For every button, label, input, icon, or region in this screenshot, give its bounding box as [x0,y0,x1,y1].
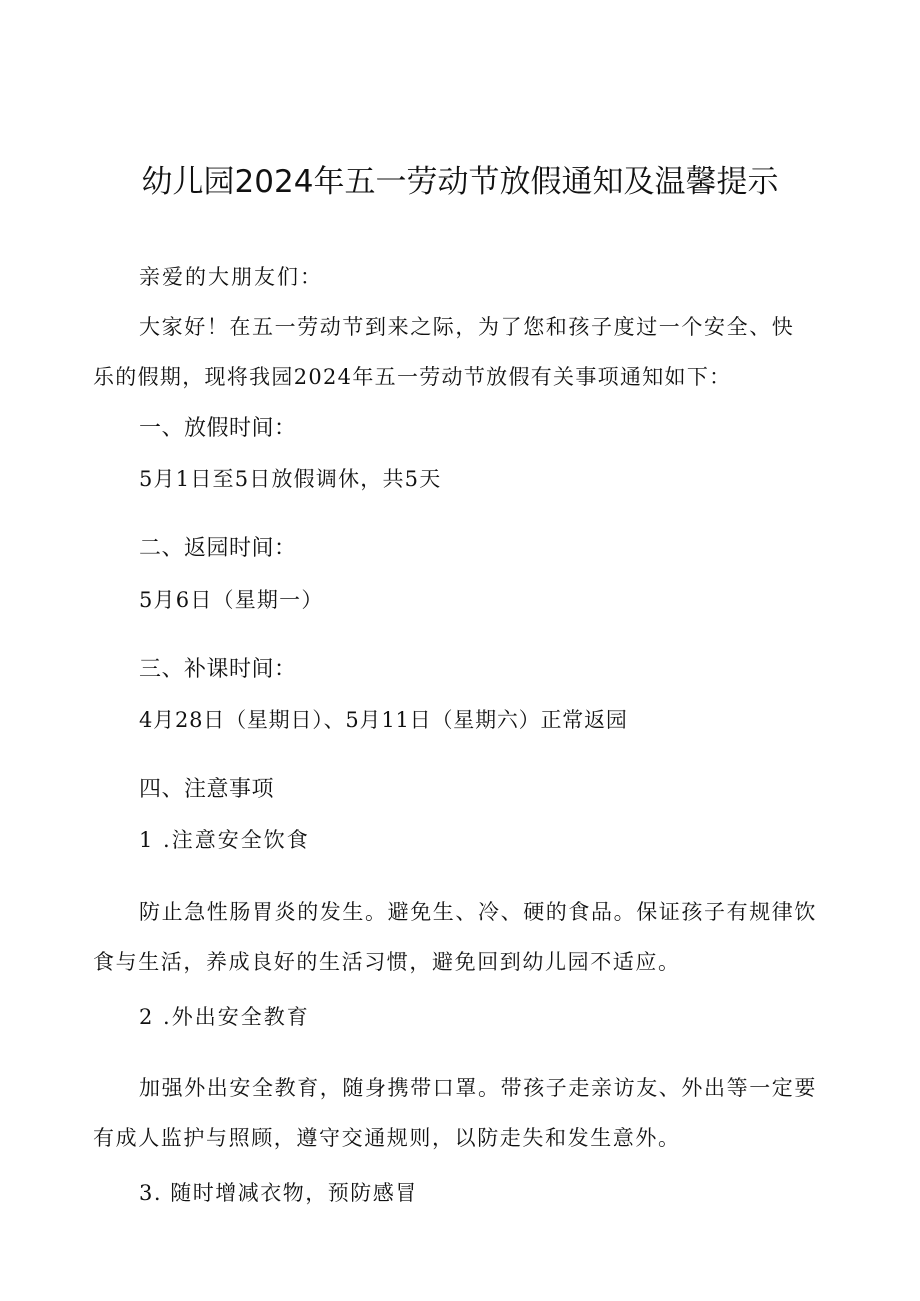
note-item-1-title: 1 .注意安全饮食 [139,828,310,852]
intro-line-1: 大家好！在五一劳动节到来之际，为了您和孩子度过一个安全、快 [139,315,795,339]
document-title: 幼儿园2024年五一劳动节放假通知及温馨提示 [141,164,779,200]
note-item-2-line-1: 加强外出安全教育，随身携带口罩。带孩子走亲访友、外出等一定要 [139,1076,817,1100]
section-heading-holiday: 一、放假时间： [139,416,297,441]
section-heading-makeup: 三、补课时间： [139,657,297,682]
intro-line-2: 乐的假期，现将我园2024年五一劳动节放假有关事项通知如下： [93,365,732,389]
note-item-2-line-2: 有成人监护与照顾，遵守交通规则，以防走失和发生意外。 [93,1126,681,1150]
return-time-text: 5月6日（星期一） [139,588,324,612]
makeup-time-text: 4月28日（星期日）、5月11日（星期六）正常返园 [139,708,628,732]
note-item-3-title: 3. 随时增减衣物，预防感冒 [139,1181,418,1205]
note-item-2-title: 2 .外出安全教育 [139,1005,310,1029]
section-heading-return: 二、返园时间： [139,536,297,561]
note-item-1-line-1: 防止急性肠胃炎的发生。避免生、冷、硬的食品。保证孩子有规律饮 [139,900,817,924]
salutation: 亲爱的大朋友们： [139,265,323,289]
section-heading-notes: 四、注意事项 [139,777,275,802]
holiday-time-text: 5月1日至5日放假调休，共5天 [139,467,442,491]
note-item-1-line-2: 食与生活，养成良好的生活习惯，避免回到幼儿园不适应。 [93,950,681,974]
